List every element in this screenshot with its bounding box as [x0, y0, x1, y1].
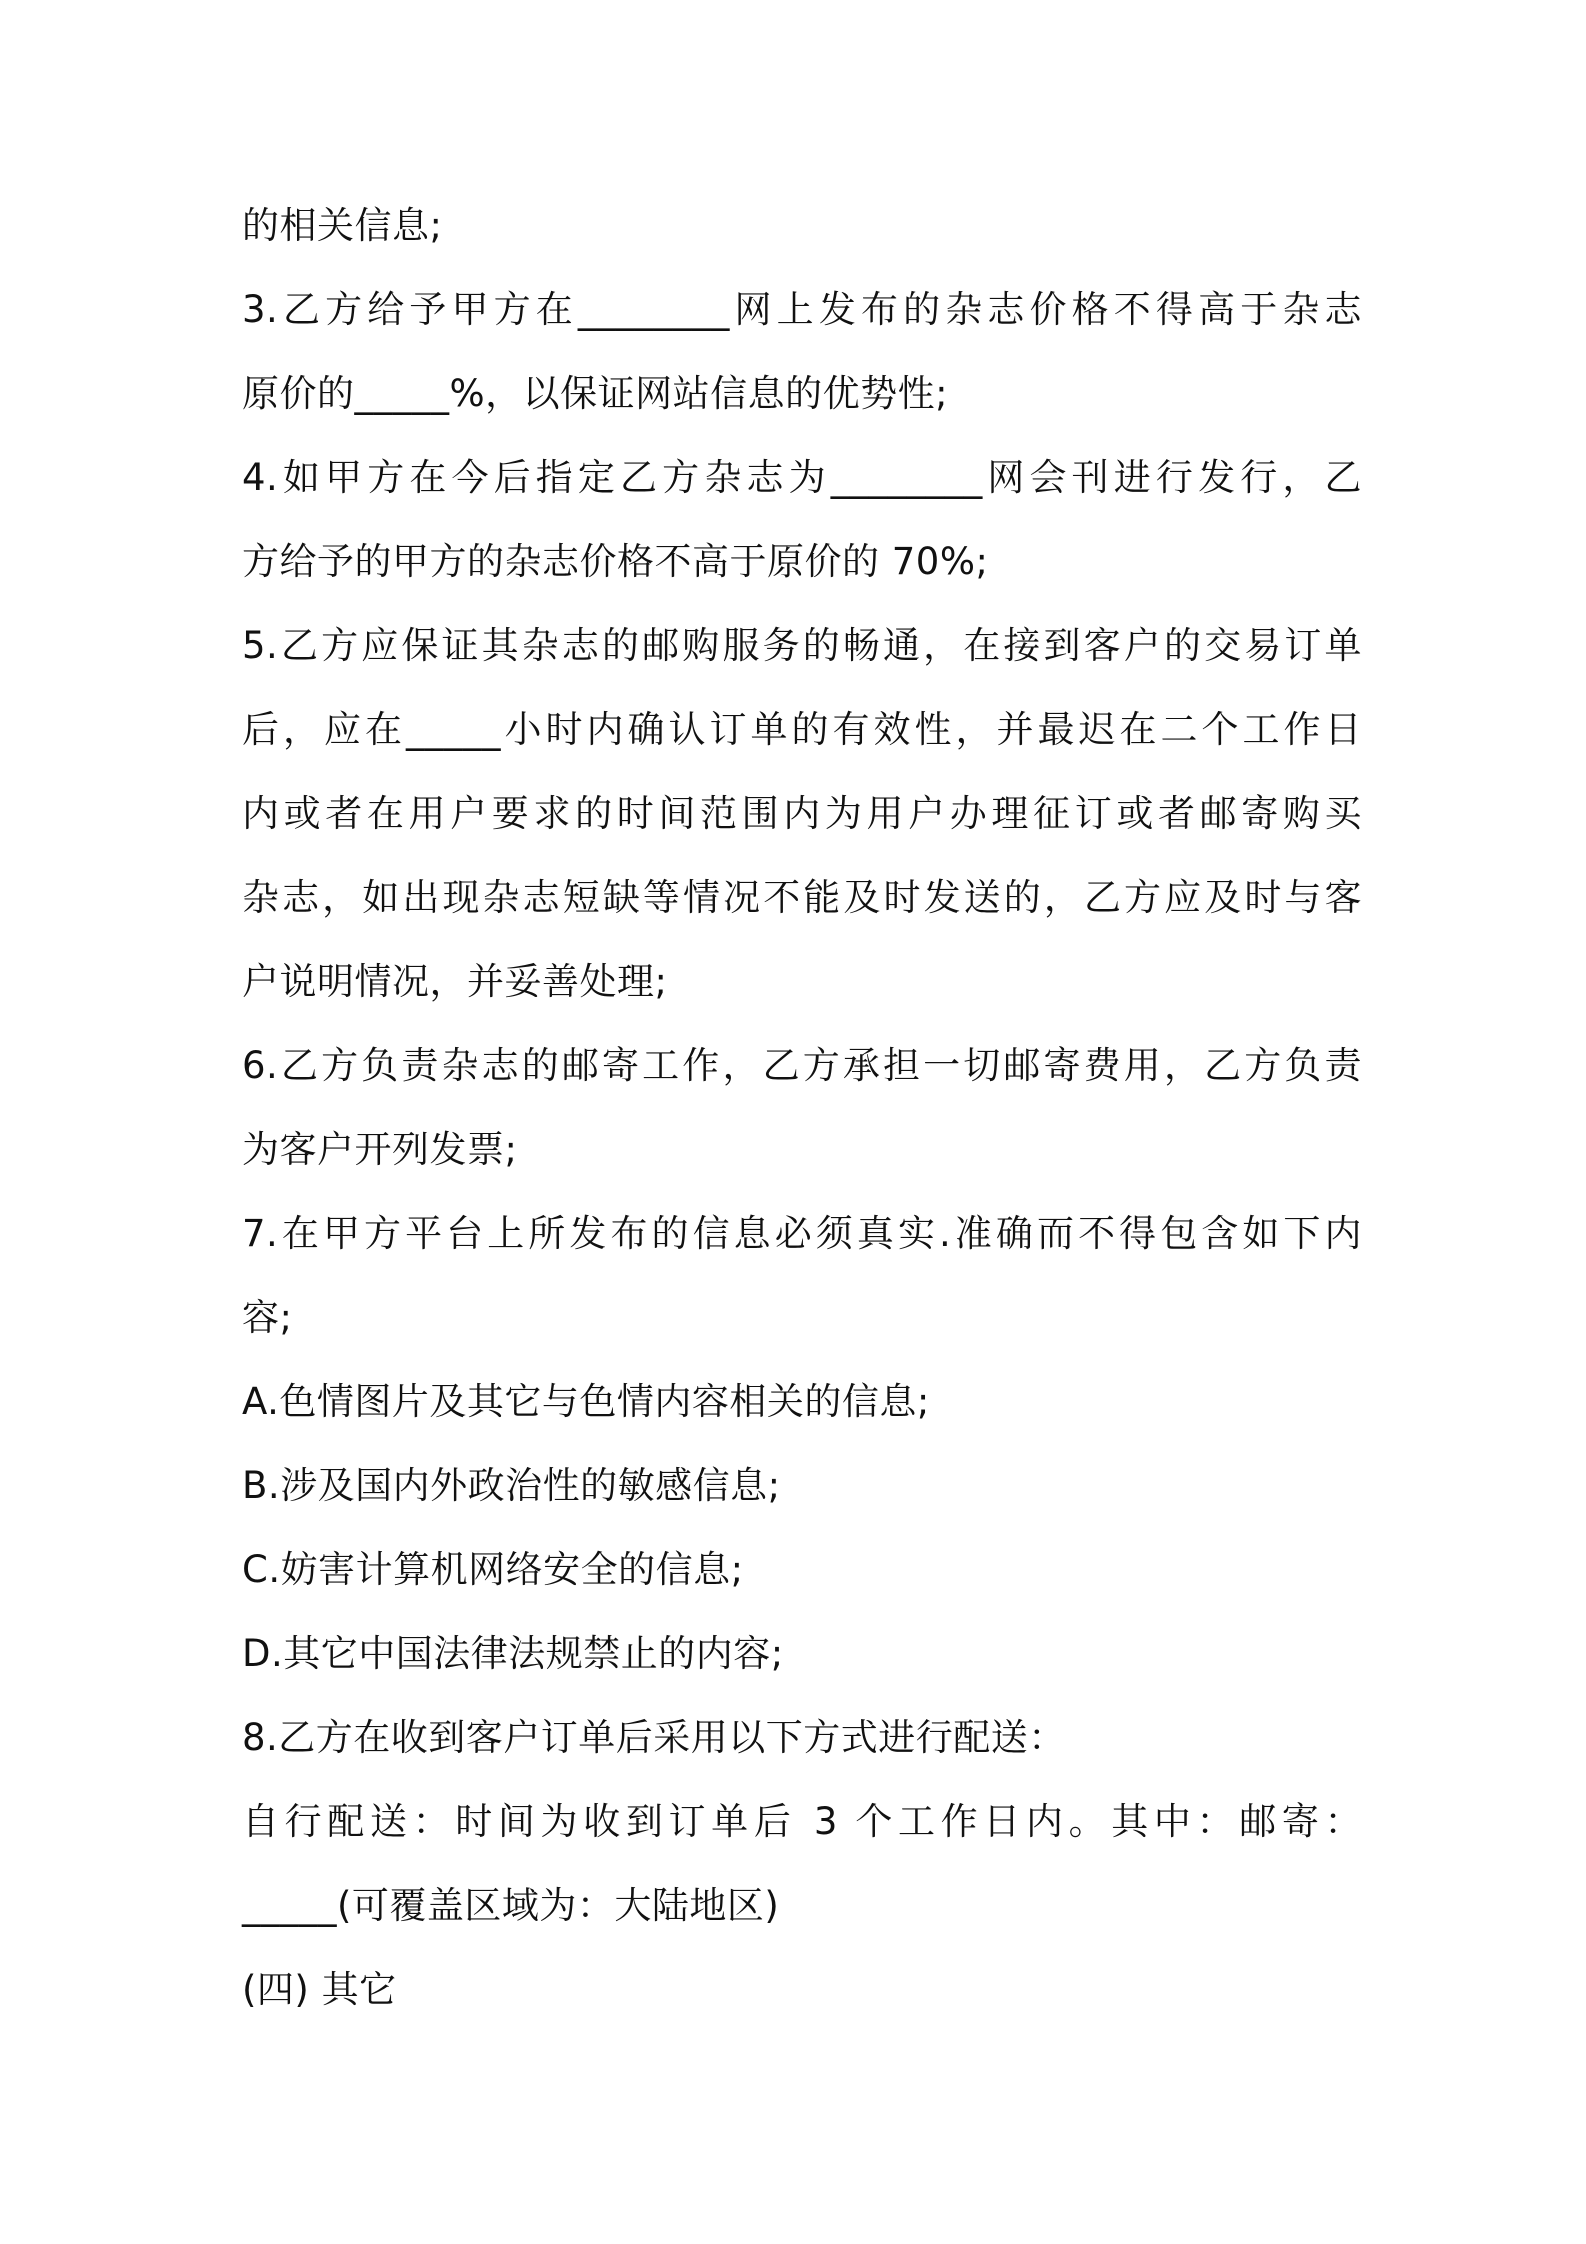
text-line-21: _____(可覆盖区域为：大陆地区) — [242, 1884, 780, 1927]
text-line-19: 8.乙方在收到客户订单后采用以下方式进行配送： — [242, 1716, 1066, 1759]
text-line-16: B.涉及国内外政治性的敏感信息; — [242, 1464, 781, 1507]
text-line-3: 原价的_____%，以保证网站信息的优势性; — [242, 372, 949, 415]
text-line-13: 7.在甲方平台上所发布的信息必须真实.准确而不得包含如下内 — [242, 1212, 1362, 1255]
text-line-11: 6.乙方负责杂志的邮寄工作，乙方承担一切邮寄费用，乙方负责 — [242, 1044, 1362, 1087]
text-line-18: D.其它中国法律法规禁止的内容; — [242, 1632, 784, 1675]
text-line-15: A.色情图片及其它与色情内容相关的信息; — [242, 1380, 930, 1423]
text-line-10: 户说明情况，并妥善处理; — [242, 960, 668, 1003]
text-line-12: 为客户开列发票; — [242, 1128, 518, 1171]
text-line-5: 方给予的甲方的杂志价格不高于原价的 70%; — [242, 540, 989, 583]
text-line-7: 后，应在_____小时内确认订单的有效性，并最迟在二个工作日 — [242, 708, 1362, 751]
text-line-9: 杂志，如出现杂志短缺等情况不能及时发送的，乙方应及时与客 — [242, 876, 1362, 919]
text-line-1: 的相关信息; — [242, 204, 443, 247]
text-line-20: 自行配送：时间为收到订单后 3 个工作日内。其中：邮寄： — [242, 1800, 1362, 1843]
text-line-14: 容; — [242, 1296, 293, 1339]
text-line-2: 3.乙方给予甲方在________网上发布的杂志价格不得高于杂志 — [242, 288, 1362, 331]
text-line-6: 5.乙方应保证其杂志的邮购服务的畅通，在接到客户的交易订单 — [242, 624, 1362, 667]
section-heading-other: (四) 其它 — [242, 1968, 397, 2011]
text-line-8: 内或者在用户要求的时间范围内为用户办理征订或者邮寄购买 — [242, 792, 1362, 835]
text-line-17: C.妨害计算机网络安全的信息; — [242, 1548, 744, 1591]
text-line-4: 4.如甲方在今后指定乙方杂志为________网会刊进行发行，乙 — [242, 456, 1362, 499]
